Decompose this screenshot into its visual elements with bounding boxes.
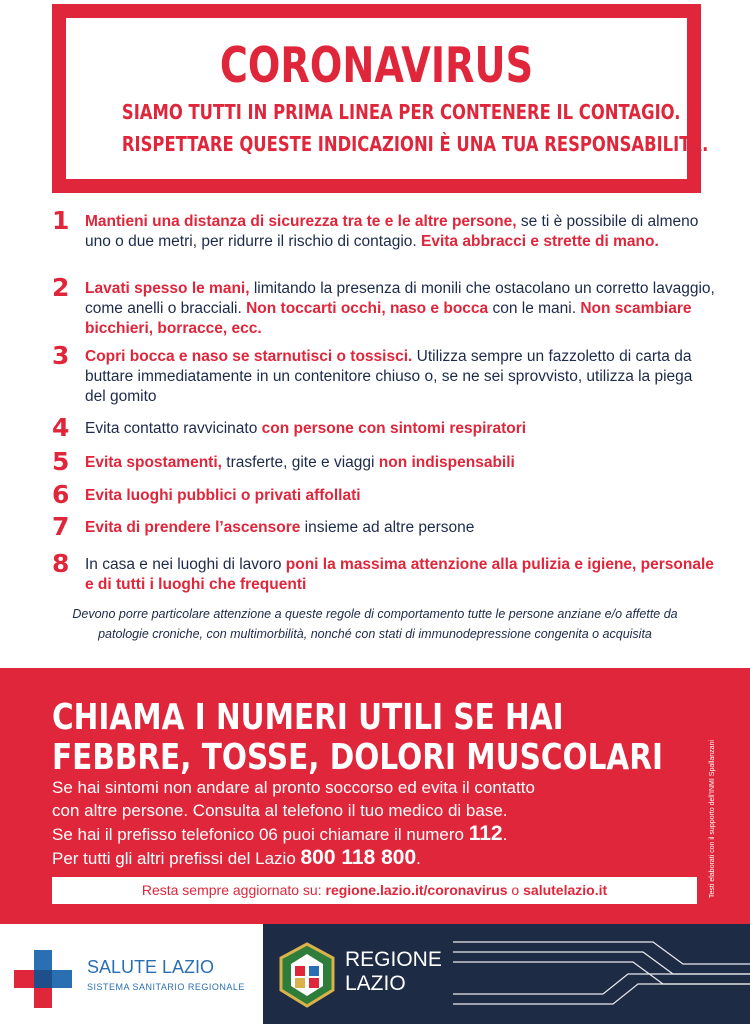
link-salutelazio[interactable]: salutelazio.it (523, 882, 608, 898)
rule-highlight: Evita luoghi pubblici o privati affollati (85, 487, 361, 504)
rule-highlight: Non scambiare bicchieri, borracce, ecc. (85, 300, 692, 337)
rule-number: 5 (52, 447, 70, 476)
band-text: . (416, 849, 421, 868)
rule-highlight: Copri bocca e naso se starnutisci o tossisci. (85, 348, 413, 365)
rule-number: 2 (52, 273, 70, 302)
rule-plain: trasferte, gite e viaggi (221, 454, 379, 471)
rule-highlight: con persone con sintomi respiratori (261, 420, 527, 437)
regione-line-1: REGIONE (345, 948, 442, 971)
band-body-line-3 (52, 822, 692, 846)
rule-number: 4 (52, 413, 70, 442)
band-heading-line-1: CHIAMA I NUMERI UTILI SE HAI (52, 697, 564, 738)
info-text: o (507, 882, 524, 898)
rule-number: 7 (52, 512, 70, 541)
link-regione-lazio[interactable]: regione.lazio.it/coronavirus (325, 882, 508, 898)
rule-text (85, 518, 715, 538)
rule-highlight: non indispensabili (378, 454, 515, 471)
band-text: Per tutti gli altri prefissi del Lazio (52, 849, 301, 868)
regione-line-2: LAZIO (345, 972, 406, 995)
phone-number-112: 112 (468, 822, 503, 845)
rule-text (85, 453, 715, 473)
phone-number-800: 800 118 800 (300, 846, 417, 869)
rule-highlight: Non toccarti occhi, naso e bocca (246, 300, 489, 317)
subtitle-line-1: SIAMO TUTTI IN PRIMA LINEA PER CONTENERE IL CONTAGIO. (121, 100, 681, 124)
page-title: CORONAVIRUS (219, 37, 534, 94)
rule-highlight: Mantieni una distanza di sicurezza tra te e le altre persone, (85, 213, 517, 230)
info-text: Resta sempre aggiornato su: (141, 882, 326, 898)
rule-plain: In casa e nei luoghi di lavoro (85, 556, 286, 573)
rule-plain: insieme ad altre persone (300, 519, 475, 536)
salute-lazio-title: SALUTE LAZIO (87, 957, 215, 977)
decorative-lines (453, 934, 750, 1014)
regione-lazio-name (345, 948, 442, 996)
band-text: Se hai il prefisso telefonico 06 puoi chiamare il numero (52, 825, 469, 844)
band-body-line-2: con altre persone. Consulta al telefono il tuo medico di base. (52, 801, 508, 820)
rule-plain: con le mani. (488, 300, 581, 317)
rule-text (85, 347, 715, 407)
call-numbers-band (0, 668, 750, 924)
rule-text (85, 212, 715, 252)
rule-highlight: Evita di prendere l’ascensore (85, 519, 301, 536)
rule-plain: Utilizza sempre un fazzoletto di carta da buttare immediatamente in un contenitore chiuso o, se ne sei sprovvisto, utilizza la piega del gomito (85, 348, 693, 405)
band-body-line-1: Se hai sintomi non andare al pronto soccorso ed evita il contatto (52, 778, 535, 797)
rule-highlight: Lavati spesso le mani, (85, 280, 250, 297)
rule-plain: se ti è possibile di almeno uno o due metri, per ridurre il rischio di contagio. (85, 213, 699, 250)
rule-plain: Evita contatto ravvicinato (85, 420, 262, 437)
rule-text (85, 555, 715, 595)
risk-group-note: Devono porre particolare attenzione a queste regole di comportamento tutte le persone anziane e/o affette da patologie croniche, con multimorbilità, nonché con stati di immunodepressione congenita o acquisita (72, 607, 678, 641)
rule-text (85, 486, 715, 506)
rule-plain: limitando la presenza di monili che ostacolano un corretto lavaggio, come anelli o bracciali. (85, 280, 715, 317)
subtitle-line-2: RISPETTARE QUESTE INDICAZIONI È UNA TUA RESPONSABILITÀ. (121, 132, 709, 156)
salute-lazio-logo-area (0, 924, 263, 1024)
rule-highlight: poni la massima attenzione alla pulizia e igiene, personale e di tutti i luoghi che frequenti (85, 556, 714, 593)
band-body (52, 776, 692, 870)
info-bar (52, 877, 697, 904)
regione-lazio-logo-area (263, 924, 750, 1024)
side-credit: Testi elaborati con il supporto dell’INMI Spallanzani (709, 740, 716, 898)
salute-cross-icon (14, 950, 72, 1008)
rule-highlight: Evita spostamenti, (85, 454, 222, 471)
salute-lazio-subtitle: SISTEMA SANITARIO REGIONALE (87, 982, 245, 992)
rule-number: 3 (52, 341, 70, 370)
rule-highlight: Evita abbracci e strette di mano. (421, 233, 659, 250)
rule-text (85, 279, 715, 339)
band-heading-line-2: FEBBRE, TOSSE, DOLORI MUSCOLARI (52, 737, 663, 778)
rule-number: 8 (52, 549, 70, 578)
rule-number: 6 (52, 480, 70, 509)
band-text: . (502, 825, 508, 844)
header-frame (52, 4, 709, 193)
rule-text (85, 419, 715, 439)
band-heading (52, 697, 663, 778)
rule-number: 1 (52, 206, 70, 235)
band-body-line-4 (52, 846, 692, 870)
regione-crest-icon (277, 942, 337, 1008)
